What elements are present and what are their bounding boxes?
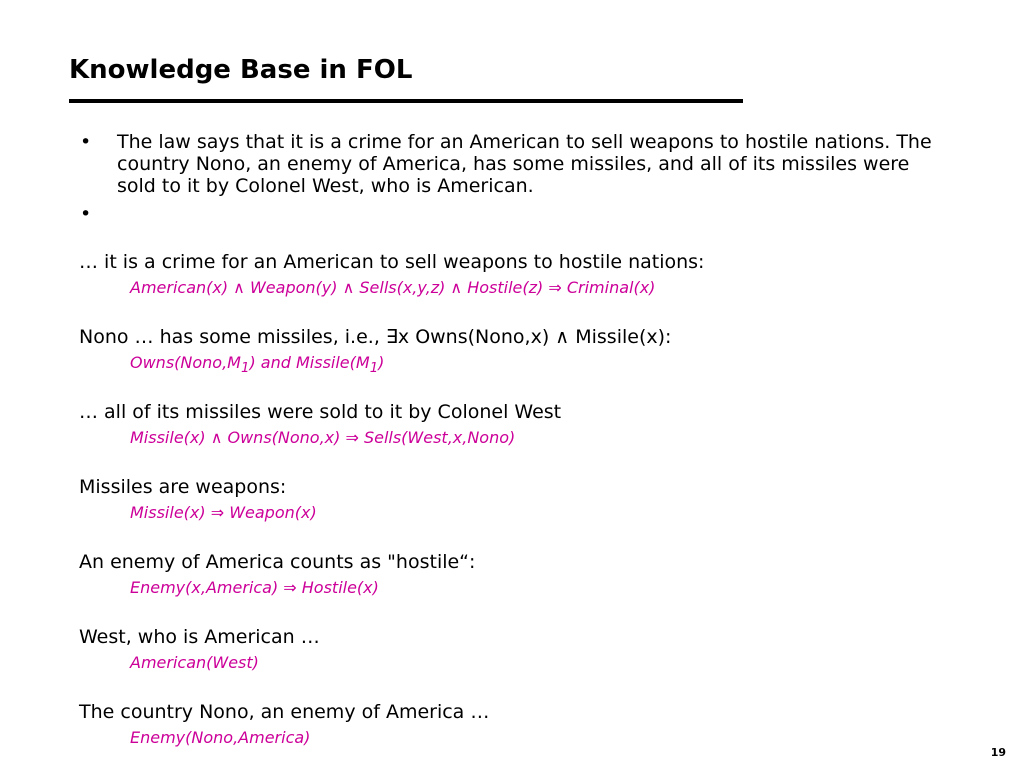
fact-nono-missiles [79, 325, 979, 400]
fact-fol-sentence: American(West) [130, 653, 259, 672]
fol-subscript: 1 [369, 361, 379, 377]
fact-fol-sentence [79, 350, 979, 381]
fol-subscript: 1 [240, 361, 250, 377]
fact-english: An enemy of America counts as "hostile“: [79, 551, 476, 573]
fact-english: Nono … has some missiles, i.e., ∃x Owns(Nono,x) ∧ Missile(x): [79, 326, 672, 348]
fact-fol-sentence: Enemy(x,America) ⇒ Hostile(x) [130, 578, 379, 597]
bullet-marker: • [80, 131, 92, 153]
fact-missiles-weapons [79, 475, 979, 550]
fact-english: … it is a crime for an American to sell weapons to hostile nations: [79, 251, 705, 273]
fact-english: … all of its missiles were sold to it by Colonel West [79, 401, 562, 423]
fact-nono-enemy [79, 700, 979, 768]
bullet-item [80, 131, 940, 197]
fact-crime-rule [79, 250, 979, 325]
title-underline [69, 99, 743, 103]
fact-english: West, who is American … [79, 626, 320, 648]
fact-missiles-sold [79, 400, 979, 475]
fact-fol-sentence: Missile(x) ∧ Owns(Nono,x) ⇒ Sells(West,x,Nono) [130, 428, 516, 447]
bullet-text: The law says that it is a crime for an American to sell weapons to hostile nations. The country Nono, an enemy of America, has some missiles, and all of its missiles were sold to it by Colonel West, who is American. [117, 131, 932, 197]
fol-text: ) [378, 353, 385, 372]
fact-enemy-hostile [79, 550, 979, 625]
fact-west-american [79, 625, 979, 700]
bullet-marker: • [80, 203, 92, 225]
fact-fol-sentence: Enemy(Nono,America) [130, 728, 311, 747]
fact-fol-sentence: American(x) ∧ Weapon(y) ∧ Sells(x,y,z) ∧ Hostile(z) ⇒ Criminal(x) [130, 278, 656, 297]
slide-number: 19 [990, 746, 1006, 759]
fact-english: Missiles are weapons: [79, 476, 287, 498]
fact-fol-sentence: Missile(x) ⇒ Weapon(x) [130, 503, 317, 522]
slide-title: Knowledge Base in FOL [69, 55, 413, 85]
fact-english: The country Nono, an enemy of America … [79, 701, 490, 723]
fol-text: Owns(Nono,M [130, 353, 241, 372]
fol-text: ) and Missile(M [249, 353, 370, 372]
fact-list [79, 250, 979, 768]
bullet-list [80, 131, 940, 225]
